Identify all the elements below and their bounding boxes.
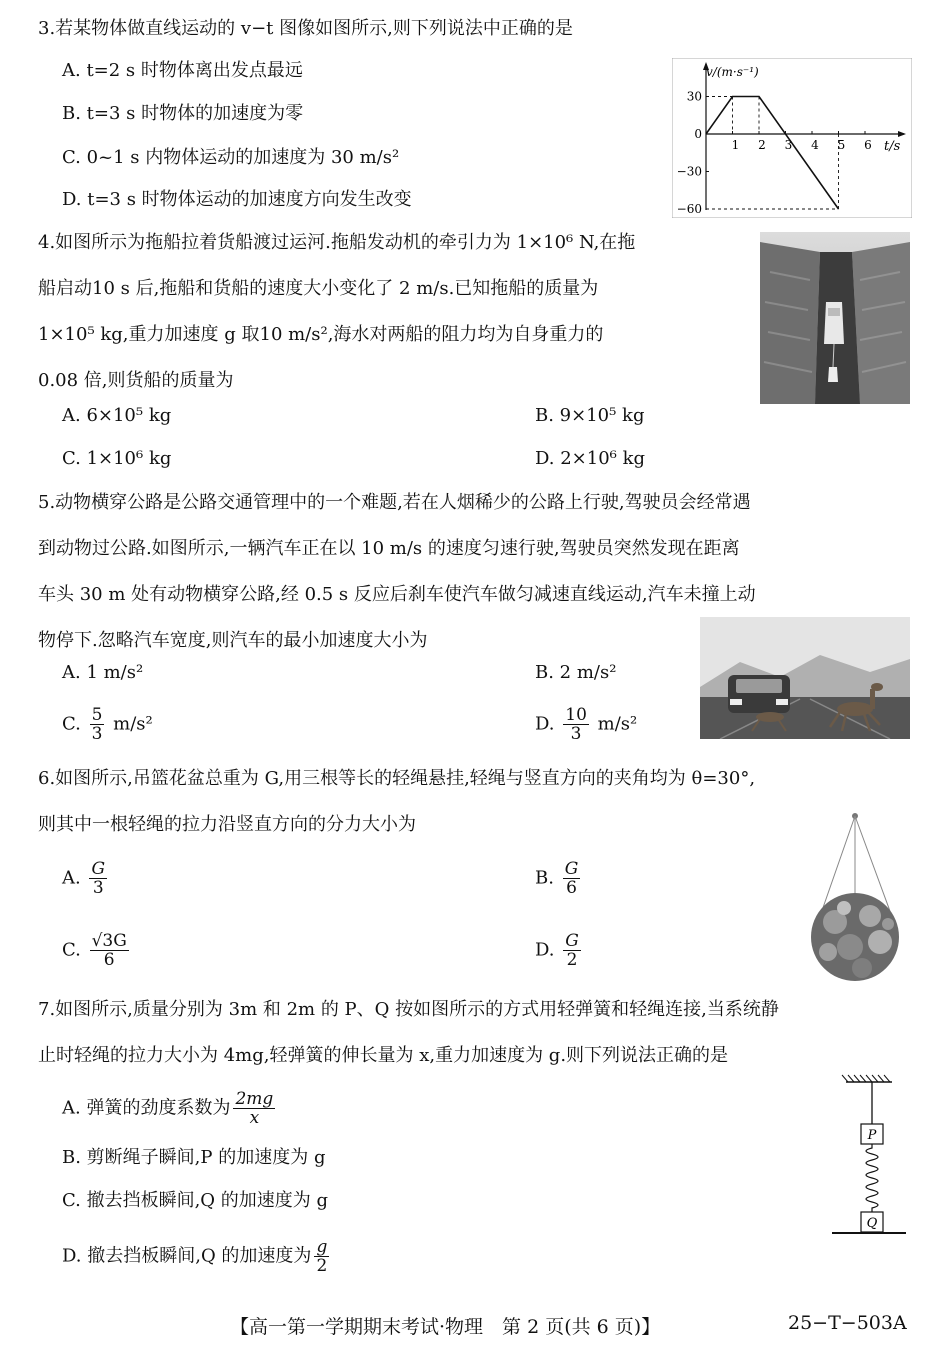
chart-x-tick-label: 5 [837,138,846,152]
chart-y-tick-label: 30 [686,89,702,104]
flower-ball [811,893,899,981]
car-deer-photo [700,617,910,739]
q6-option-d-fraction: $\frac{G}{2}$ [565,931,579,970]
chart-x-tick-label: 6 [864,138,872,152]
q7-option-d-fraction: $\frac{g}{2}$ [316,1237,328,1276]
car-shape [728,675,790,713]
q7-option-b: B. 剪断绳子瞬间,P 的加速度为 g [62,1147,326,1168]
q5-option-c-fraction: $\frac{5}{3}$ [91,705,103,744]
chart-x-tick-label: 2 [758,138,766,152]
q7-stem [38,987,918,1079]
q4-option-b: B. 9×10⁵ kg [535,405,645,426]
block-p-label: P [867,1128,877,1143]
q7-option-d [62,1238,332,1275]
q6-option-b-label: B. [535,867,554,889]
q7-option-a [62,1090,278,1127]
q6-option-a [62,860,110,897]
q3-stem: 3.若某物体做直线运动的 v−t 图像如图所示,则下列说法中正确的是 [38,18,573,39]
q6-option-a-label: A. [62,867,81,889]
q4-option-d: D. 2×10⁶ kg [535,448,646,469]
q7-option-d-label: D. 撤去挡板瞬间,Q 的加速度为 [62,1245,312,1267]
q4-option-c: C. 1×10⁶ kg [62,448,172,469]
chart-x-tick-label: 4 [811,138,819,152]
q3-option-d: D. t=3 s 时物体运动的加速度方向发生改变 [62,189,412,210]
q6-option-d [535,932,584,969]
q7-option-c: C. 撤去挡板瞬间,Q 的加速度为 g [62,1190,329,1211]
spring [866,1144,878,1212]
chart-y-tick-label: −60 [676,202,702,216]
q3-option-b: B. t=3 s 时物体的加速度为零 [62,103,304,124]
q5-option-d-fraction: $\frac{10}{3}$ [565,705,587,744]
ceiling-hatch [842,1075,890,1082]
q7-option-a-fraction: $\frac{2mg}{x}$ [235,1089,274,1128]
chart-x-tick-label: 1 [731,138,740,152]
q5-option-c-unit: m/s² [113,713,153,735]
chart-x-arrow [898,131,906,137]
q5-line-2: 到动物过公路.如图所示,一辆汽车正在以 10 m/s 的速度匀速行驶,驾驶员突然发现在距离 [38,538,740,559]
q5-option-c [62,706,153,743]
q7-line-1: 7.如图所示,质量分别为 3m 和 2m 的 P、Q 按如图所示的方式用轻弹簧和轻绳连接,当系统静 [38,999,779,1020]
q6-option-b [535,860,583,897]
q7-line-2: 止时轻绳的拉力大小为 4mg,轻弹簧的伸长量为 x,重力加速度为 g.则下列说法正确的是 [38,1045,729,1066]
q5-option-c-label: C. [62,713,81,735]
chart-y-tick-label: −30 [676,164,702,179]
q6-option-d-label: D. [535,939,555,961]
q5-option-d-label: D. [535,713,555,735]
chart-y-axis-label: v/(m·s⁻¹) [706,65,759,79]
q5-line-4: 物停下.忽略汽车宽度,则汽车的最小加速度大小为 [38,630,428,651]
block-q-label: Q [866,1216,878,1231]
q6-line-1: 6.如图所示,吊篮花盆总重为 G,用三根等长的轻绳悬挂,轻绳与竖直方向的夹角均为 θ=30°, [38,768,756,789]
q6-stem [38,756,918,848]
q5-option-a: A. 1 m/s² [62,662,144,683]
q4-line-3: 1×10⁵ kg,重力加速度 g 取10 m/s²,海水对两船的阻力均为自身重力的 [38,324,604,345]
q6-line-2: 则其中一根轻绳的拉力沿竖直方向的分力大小为 [38,814,416,835]
q4-line-2: 船启动10 s 后,拖船和货船的速度大小变化了 2 m/s.已知拖船的质量为 [38,278,599,299]
q4-line-1: 4.如图所示为拖船拉着货船渡过运河.拖船发动机的牵引力为 1×10⁶ N,在拖 [38,232,636,253]
tug-boat [828,367,838,382]
q5-option-b: B. 2 m/s² [535,662,617,683]
footer-code: 25−T−503A [788,1312,907,1334]
q5-line-1: 5.动物横穿公路是公路交通管理中的一个难题,若在人烟稀少的公路上行驶,驾驶员会经常遇 [38,492,751,513]
q6-option-c-fraction: $\frac{√3G}{6}$ [91,931,127,970]
chart-x-tick-label: 3 [784,138,793,152]
q4-line-4: 0.08 倍,则货船的质量为 [38,370,234,391]
q6-option-a-fraction: $\frac{G}{3}$ [91,859,106,898]
chart-x-axis-label: t/s [884,139,901,154]
q5-option-d [535,706,637,743]
canal-ship-photo [760,232,910,404]
q6-option-c-label: C. [62,939,81,961]
q6-option-b-fraction: $\frac{G}{6}$ [564,859,579,898]
hanging-basket-photo [800,812,910,984]
q6-option-c [62,932,132,969]
vt-chart [672,58,912,218]
vt-series-line [706,97,839,210]
footer-title: 【高一第一学期期末考试·物理 第 2 页(共 6 页)】 [230,1316,661,1338]
q4-option-a: A. 6×10⁵ kg [62,405,172,426]
q7-option-a-label: A. 弹簧的劲度系数为 [62,1097,231,1119]
q3-option-a: A. t=2 s 时物体离出发点最远 [62,60,303,81]
q3-option-c: C. 0~1 s 内物体运动的加速度为 30 m/s² [62,147,400,168]
q5-option-d-unit: m/s² [597,713,638,735]
spring-diagram [826,1072,910,1242]
chart-y-tick-label: 0 [694,127,702,141]
q5-line-3: 车头 30 m 处有动物横穿公路,经 0.5 s 反应后刹车使汽车做匀减速直线运动,汽车未撞上动 [38,584,756,605]
q4-stem [38,220,748,404]
